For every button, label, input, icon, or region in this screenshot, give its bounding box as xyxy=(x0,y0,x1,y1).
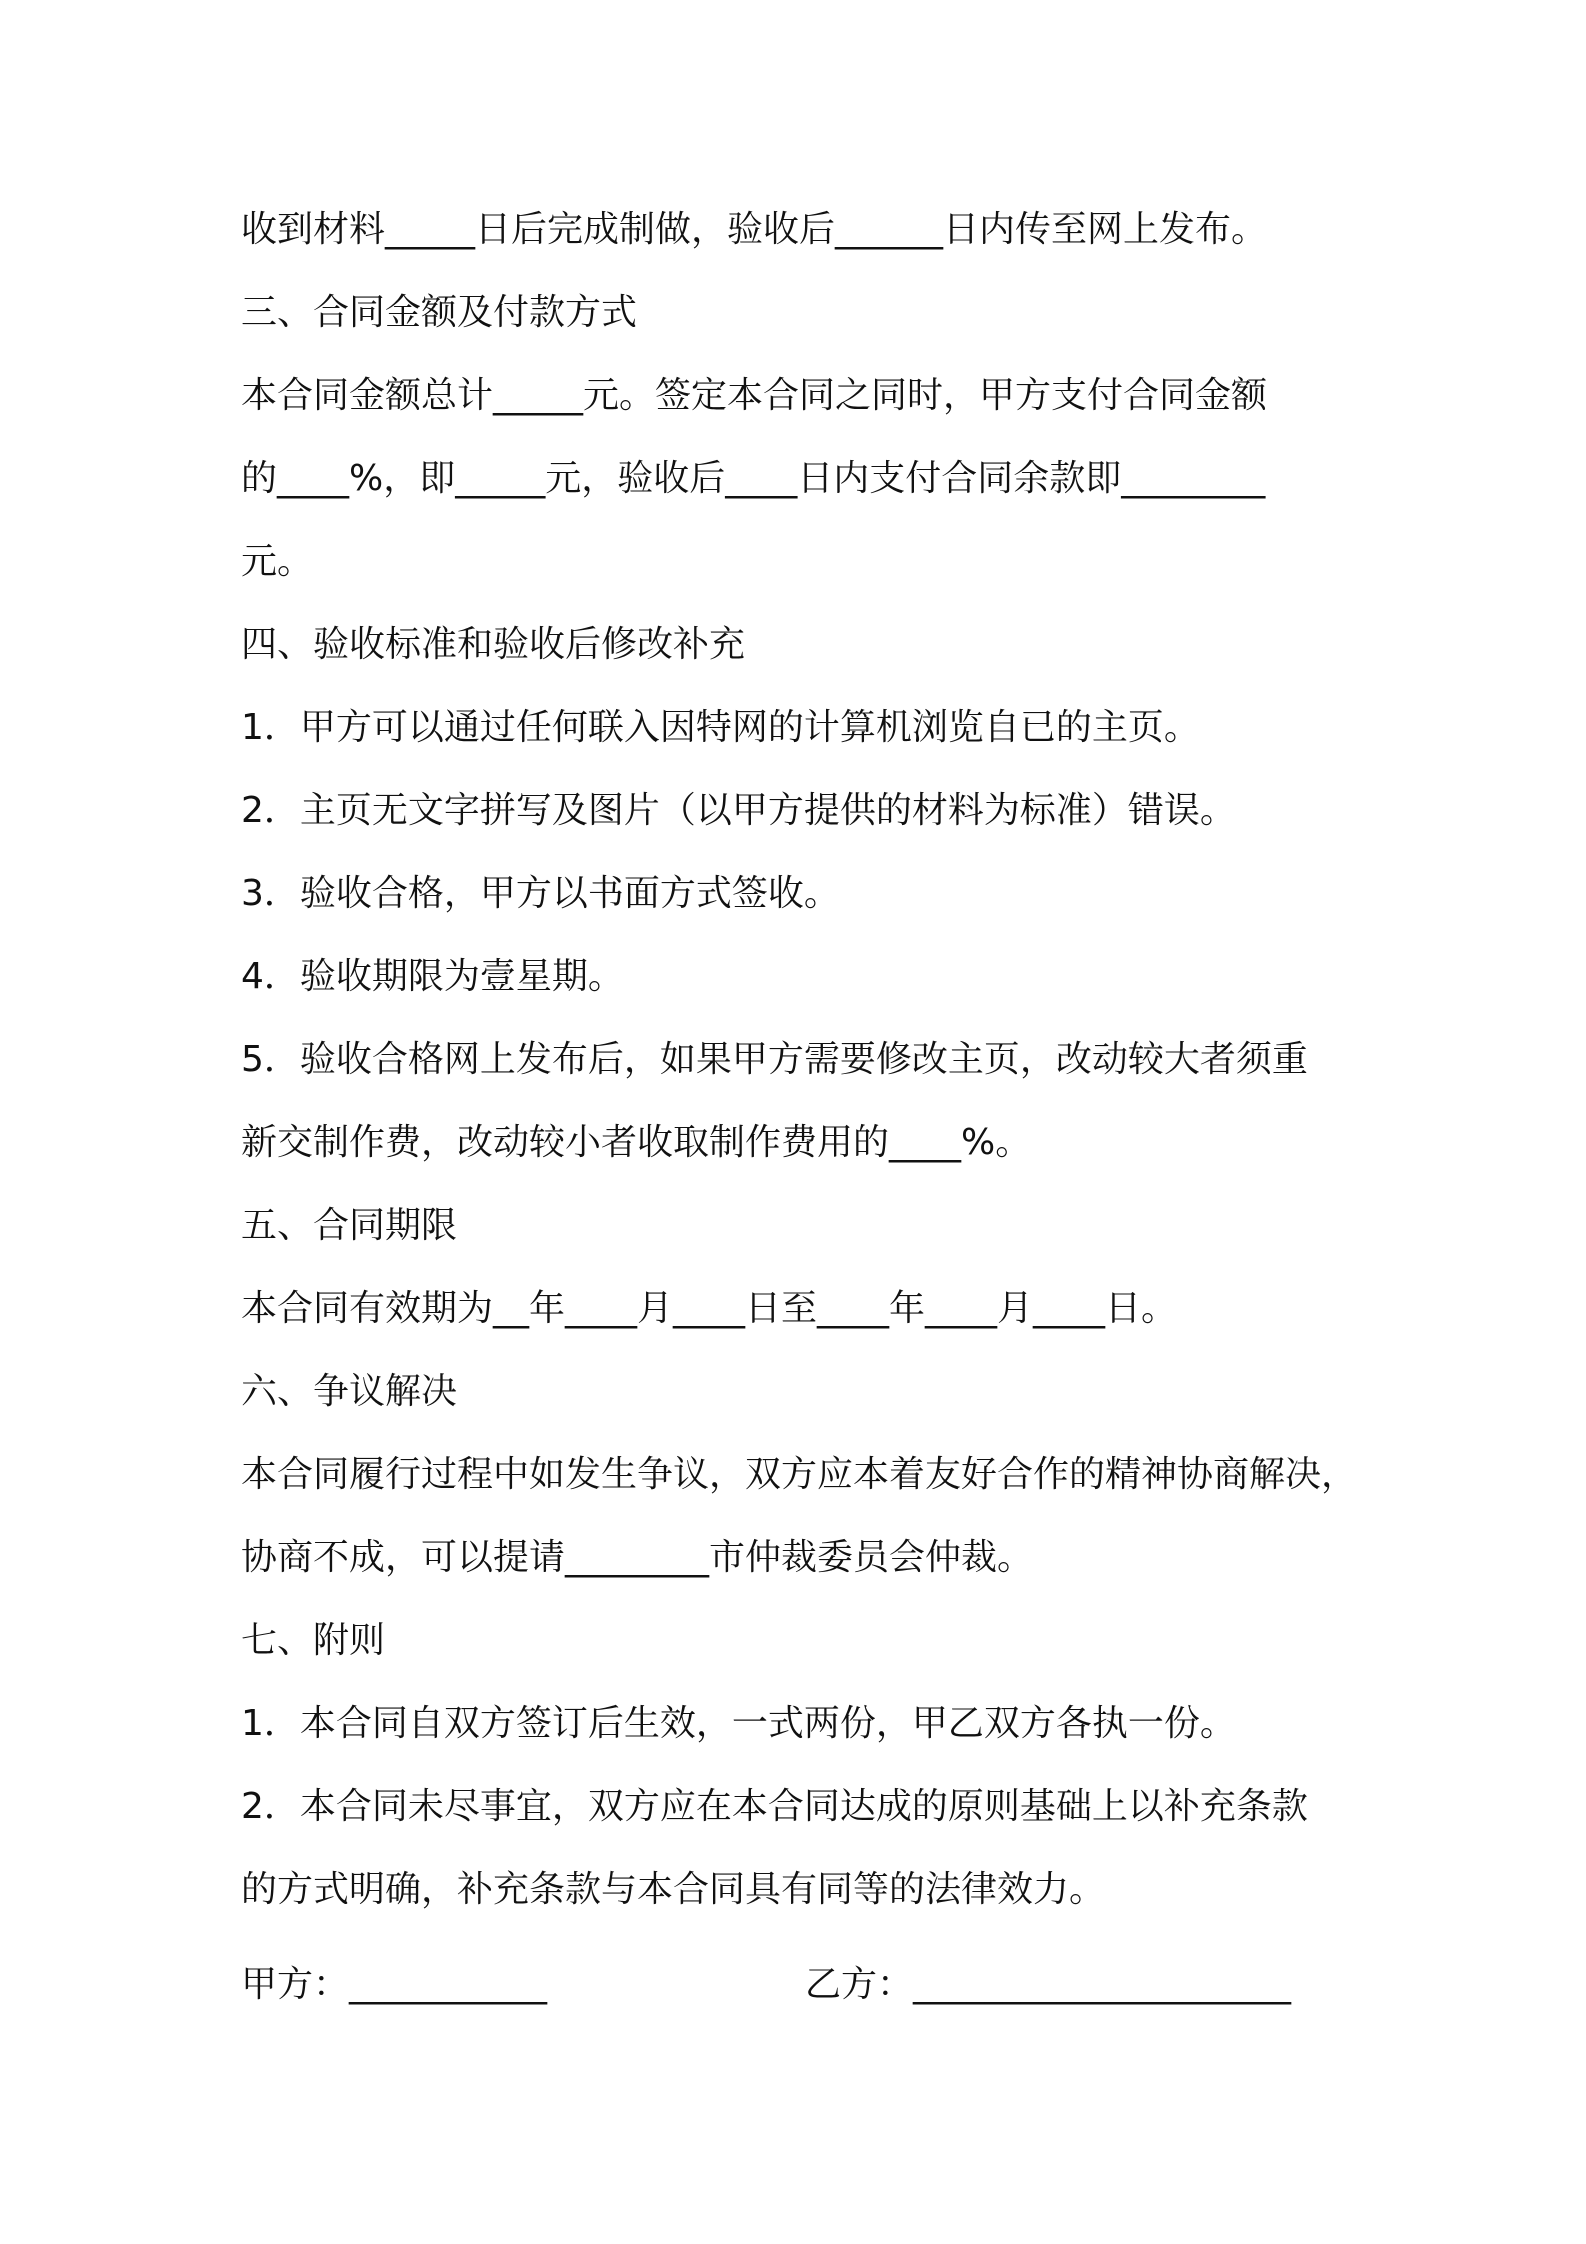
party-a-signature: 甲方：___________ xyxy=(241,1964,548,2005)
section-heading-supplementary: 七、附则 xyxy=(241,1620,386,1661)
section-heading-dispute: 六、争议解决 xyxy=(241,1371,458,1412)
section-heading-term: 五、合同期限 xyxy=(241,1205,458,1246)
clause-supplementary-1: 1．本合同自双方签订后生效，一式两份，甲乙双方各执一份。 xyxy=(241,1703,1236,1744)
clause-supplementary-2-cont: 的方式明确，补充条款与本合同具有同等的法律效力。 xyxy=(241,1869,1106,1910)
text-line-dispute-1: 本合同履行过程中如发生争议，双方应本着友好合作的精神协商解决， xyxy=(241,1454,1358,1495)
clause-acceptance-5: 5．验收合格网上发布后，如果甲方需要修改主页，改动较大者须重 xyxy=(241,1039,1308,1080)
text-line-amount-2: 的____%，即_____元，验收后____日内支付合同余款即________ xyxy=(241,458,1266,499)
clause-acceptance-4: 4．验收期限为壹星期。 xyxy=(241,956,624,997)
text-line-term: 本合同有效期为__年____月____日至____年____月____日。 xyxy=(241,1288,1178,1329)
party-b-signature: 乙方：_____________________ xyxy=(805,1964,1292,2005)
clause-acceptance-1: 1．甲方可以通过任何联入因特网的计算机浏览自已的主页。 xyxy=(241,707,1200,748)
clause-supplementary-2: 2．本合同未尽事宜，双方应在本合同达成的原则基础上以补充条款 xyxy=(241,1786,1308,1827)
section-heading-acceptance: 四、验收标准和验收后修改补充 xyxy=(241,624,746,665)
text-line-amount-1: 本合同金额总计_____元。签定本合同之同时，甲方支付合同金额 xyxy=(241,375,1268,416)
clause-acceptance-5-cont: 新交制作费，改动较小者收取制作费用的____%。 xyxy=(241,1122,1032,1163)
clause-acceptance-3: 3．验收合格，甲方以书面方式签收。 xyxy=(241,873,840,914)
section-heading-amount: 三、合同金额及付款方式 xyxy=(241,292,638,333)
clause-acceptance-2: 2．主页无文字拼写及图片（以甲方提供的材料为标准）错误。 xyxy=(241,790,1236,831)
text-line-delivery: 收到材料_____日后完成制做，验收后______日内传至网上发布。 xyxy=(241,209,1268,250)
text-line-amount-3: 元。 xyxy=(241,541,314,582)
text-line-dispute-2: 协商不成，可以提请________市仲裁委员会仲裁。 xyxy=(241,1537,1034,1578)
